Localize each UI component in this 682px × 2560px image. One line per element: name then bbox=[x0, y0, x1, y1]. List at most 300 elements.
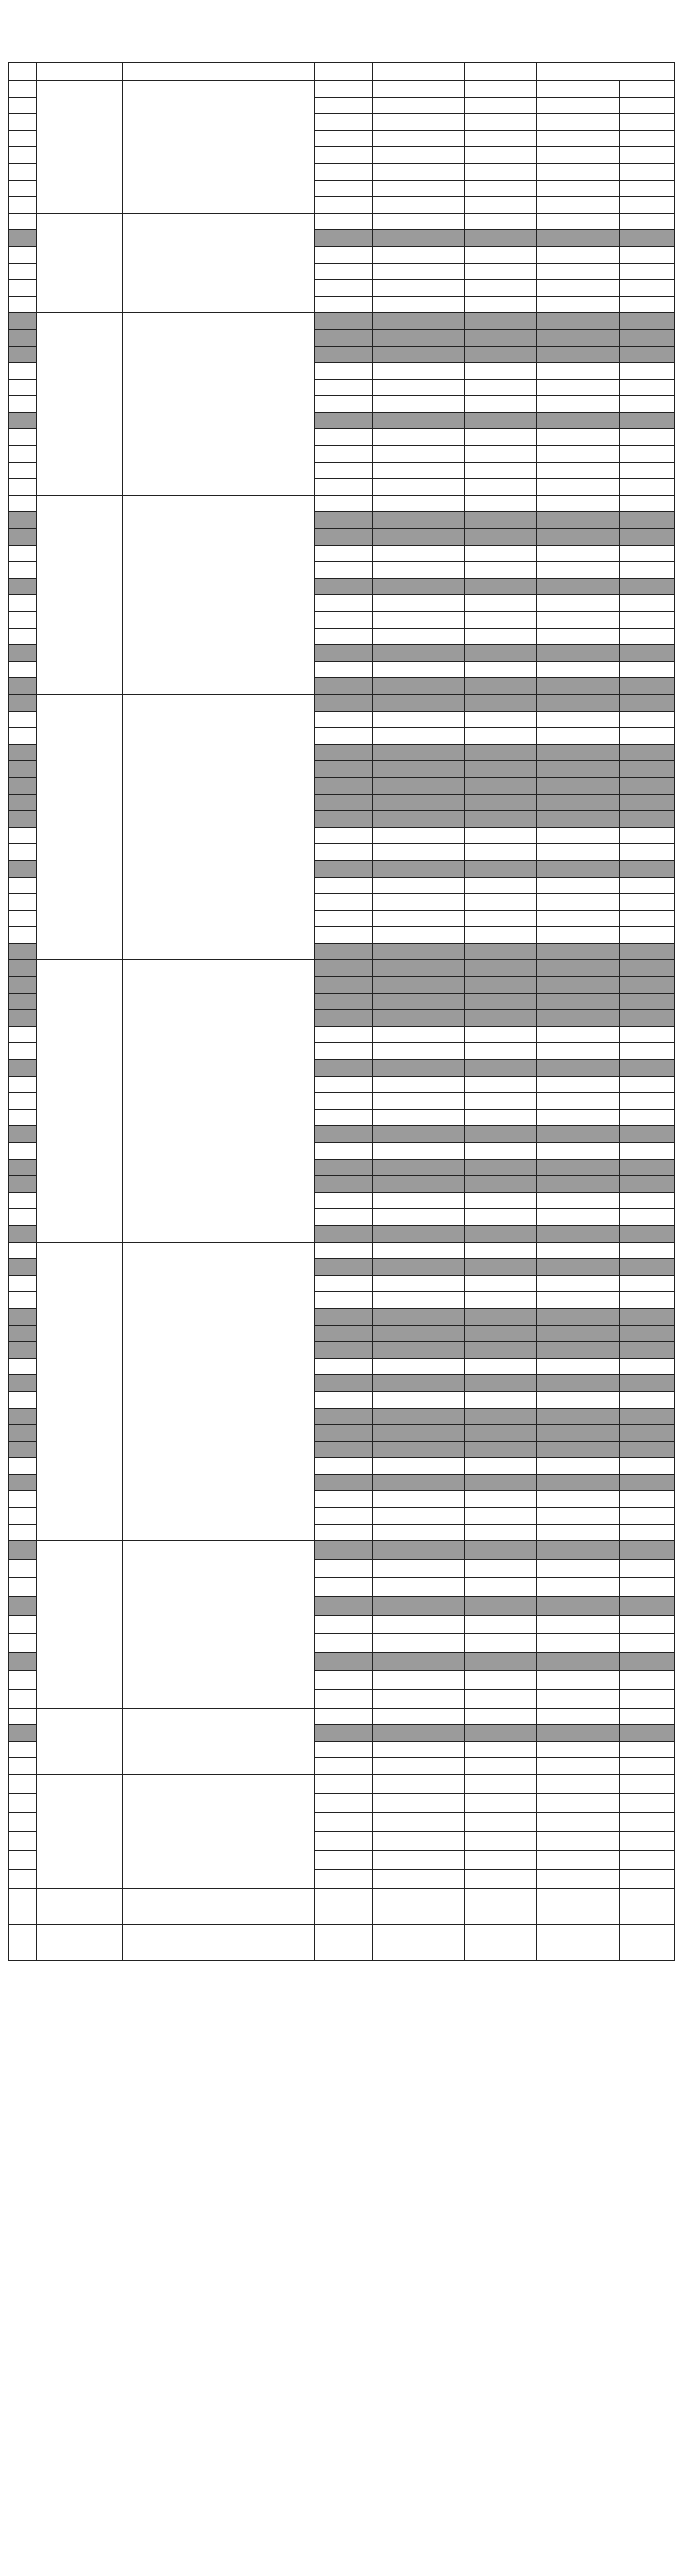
qp-points bbox=[620, 1026, 675, 1043]
athlete-name bbox=[373, 1725, 465, 1742]
athlete-name bbox=[373, 1375, 465, 1392]
member-number bbox=[315, 877, 373, 894]
rank bbox=[537, 1524, 620, 1541]
row-no bbox=[9, 977, 37, 994]
prefecture bbox=[465, 1741, 537, 1758]
rank bbox=[537, 1275, 620, 1292]
qp-points bbox=[620, 545, 675, 562]
rank bbox=[537, 1242, 620, 1259]
rank bbox=[537, 114, 620, 131]
athlete-name bbox=[373, 1093, 465, 1110]
athlete-name bbox=[373, 960, 465, 977]
event-date bbox=[37, 694, 123, 960]
qp-points bbox=[620, 1425, 675, 1442]
member-number bbox=[315, 529, 373, 546]
prefecture bbox=[465, 1093, 537, 1110]
rank bbox=[537, 313, 620, 330]
rank bbox=[537, 1850, 620, 1869]
athlete-name bbox=[373, 246, 465, 263]
qp-points bbox=[620, 246, 675, 263]
prefecture bbox=[465, 977, 537, 994]
event-name bbox=[123, 1708, 315, 1774]
qp-points bbox=[620, 1043, 675, 1060]
prefecture bbox=[465, 562, 537, 579]
athlete-name bbox=[373, 1869, 465, 1888]
member-number bbox=[315, 1176, 373, 1193]
rank bbox=[537, 1869, 620, 1888]
athlete-name bbox=[373, 346, 465, 363]
row-no bbox=[9, 1708, 37, 1725]
row-no bbox=[9, 678, 37, 695]
member-number bbox=[315, 1652, 373, 1671]
member-number bbox=[315, 1408, 373, 1425]
row-no bbox=[9, 495, 37, 512]
row-no bbox=[9, 1308, 37, 1325]
row-no bbox=[9, 1559, 37, 1578]
qp-points bbox=[620, 1259, 675, 1276]
row-no bbox=[9, 1508, 37, 1525]
athlete-name bbox=[373, 130, 465, 147]
qp-points bbox=[620, 927, 675, 944]
member-number bbox=[315, 81, 373, 98]
athlete-name bbox=[373, 1458, 465, 1475]
row-no bbox=[9, 1458, 37, 1475]
rank bbox=[537, 1292, 620, 1309]
event-name bbox=[123, 1242, 315, 1541]
prefecture bbox=[465, 578, 537, 595]
prefecture bbox=[465, 263, 537, 280]
row-no bbox=[9, 130, 37, 147]
member-number bbox=[315, 910, 373, 927]
prefecture bbox=[465, 910, 537, 927]
athlete-name bbox=[373, 1308, 465, 1325]
rank bbox=[537, 794, 620, 811]
prefecture bbox=[465, 844, 537, 861]
qp-points bbox=[620, 1508, 675, 1525]
row-no bbox=[9, 562, 37, 579]
prefecture bbox=[465, 1408, 537, 1425]
athlete-name bbox=[373, 1578, 465, 1597]
rank bbox=[537, 180, 620, 197]
prefecture bbox=[465, 711, 537, 728]
prefecture bbox=[465, 163, 537, 180]
col-header-pref bbox=[465, 63, 537, 81]
qp-points bbox=[620, 379, 675, 396]
member-number bbox=[315, 1524, 373, 1541]
qp-points bbox=[620, 1578, 675, 1597]
rank bbox=[537, 827, 620, 844]
rank bbox=[537, 1690, 620, 1709]
row-no bbox=[9, 1242, 37, 1259]
member-number bbox=[315, 645, 373, 662]
athlete-name bbox=[373, 1741, 465, 1758]
member-number bbox=[315, 1425, 373, 1442]
row-no bbox=[9, 1634, 37, 1653]
athlete-name bbox=[373, 894, 465, 911]
qp-points bbox=[620, 728, 675, 745]
rank bbox=[537, 346, 620, 363]
athlete-name bbox=[373, 396, 465, 413]
rank bbox=[537, 1615, 620, 1634]
prefecture bbox=[465, 1708, 537, 1725]
rank bbox=[537, 1391, 620, 1408]
rank bbox=[537, 777, 620, 794]
qp-points bbox=[620, 263, 675, 280]
rank bbox=[537, 1060, 620, 1077]
event-date bbox=[37, 1924, 123, 1960]
row-no bbox=[9, 1615, 37, 1634]
prefecture bbox=[465, 479, 537, 496]
member-number bbox=[315, 1026, 373, 1043]
member-number bbox=[315, 479, 373, 496]
row-no bbox=[9, 1425, 37, 1442]
row-no bbox=[9, 877, 37, 894]
col-header-rank bbox=[537, 63, 675, 81]
rank bbox=[537, 512, 620, 529]
qp-points bbox=[620, 1242, 675, 1259]
prefecture bbox=[465, 777, 537, 794]
prefecture bbox=[465, 1358, 537, 1375]
qp-points bbox=[620, 1076, 675, 1093]
member-number bbox=[315, 1541, 373, 1560]
rank bbox=[537, 1888, 620, 1924]
rank bbox=[537, 1225, 620, 1242]
rank bbox=[537, 213, 620, 230]
rank bbox=[537, 1325, 620, 1342]
prefecture bbox=[465, 628, 537, 645]
athlete-name bbox=[373, 1292, 465, 1309]
row-no bbox=[9, 1325, 37, 1342]
qp-points bbox=[620, 1458, 675, 1475]
athlete-name bbox=[373, 1408, 465, 1425]
rank bbox=[537, 1671, 620, 1690]
athlete-name bbox=[373, 645, 465, 662]
prefecture bbox=[465, 1690, 537, 1709]
member-number bbox=[315, 1275, 373, 1292]
athlete-name bbox=[373, 1831, 465, 1850]
member-number bbox=[315, 794, 373, 811]
member-number bbox=[315, 578, 373, 595]
prefecture bbox=[465, 1325, 537, 1342]
rank bbox=[537, 977, 620, 994]
row-no bbox=[9, 645, 37, 662]
athlete-name bbox=[373, 578, 465, 595]
rank bbox=[537, 529, 620, 546]
event-name bbox=[123, 495, 315, 694]
qp-points bbox=[620, 960, 675, 977]
athlete-name bbox=[373, 1812, 465, 1831]
prefecture bbox=[465, 329, 537, 346]
qp-points bbox=[620, 811, 675, 828]
qp-points bbox=[620, 97, 675, 114]
athlete-name bbox=[373, 1060, 465, 1077]
event-date bbox=[37, 1708, 123, 1774]
qp-points bbox=[620, 1793, 675, 1812]
athlete-name bbox=[373, 97, 465, 114]
member-number bbox=[315, 512, 373, 529]
prefecture bbox=[465, 1758, 537, 1775]
row-no bbox=[9, 197, 37, 214]
member-number bbox=[315, 1126, 373, 1143]
event-name bbox=[123, 81, 315, 214]
member-number bbox=[315, 661, 373, 678]
athlete-name bbox=[373, 1275, 465, 1292]
prefecture bbox=[465, 1615, 537, 1634]
row-no bbox=[9, 1143, 37, 1160]
member-number bbox=[315, 313, 373, 330]
athlete-name bbox=[373, 446, 465, 463]
rank bbox=[537, 1458, 620, 1475]
qp-points bbox=[620, 1325, 675, 1342]
member-number bbox=[315, 1508, 373, 1525]
prefecture bbox=[465, 877, 537, 894]
qp-points bbox=[620, 1308, 675, 1325]
member-number bbox=[315, 246, 373, 263]
qp-points bbox=[620, 197, 675, 214]
row-no bbox=[9, 396, 37, 413]
qp-points bbox=[620, 1441, 675, 1458]
row-no bbox=[9, 446, 37, 463]
rank bbox=[537, 81, 620, 98]
row-no bbox=[9, 1725, 37, 1742]
prefecture bbox=[465, 744, 537, 761]
athlete-name bbox=[373, 1774, 465, 1793]
row-no bbox=[9, 1578, 37, 1597]
rank bbox=[537, 1342, 620, 1359]
member-number bbox=[315, 1441, 373, 1458]
athlete-name bbox=[373, 993, 465, 1010]
qp-points bbox=[620, 313, 675, 330]
prefecture bbox=[465, 97, 537, 114]
row-no bbox=[9, 1259, 37, 1276]
rank bbox=[537, 1774, 620, 1793]
qp-points bbox=[620, 827, 675, 844]
athlete-name bbox=[373, 1425, 465, 1442]
qp-points bbox=[620, 1109, 675, 1126]
qp-points bbox=[620, 860, 675, 877]
qp-points bbox=[620, 1358, 675, 1375]
athlete-name bbox=[373, 1758, 465, 1775]
rank bbox=[537, 363, 620, 380]
row-no bbox=[9, 1869, 37, 1888]
prefecture bbox=[465, 1634, 537, 1653]
rank bbox=[537, 1126, 620, 1143]
rank bbox=[537, 910, 620, 927]
row-no bbox=[9, 578, 37, 595]
athlete-name bbox=[373, 1597, 465, 1616]
athlete-name bbox=[373, 296, 465, 313]
row-no bbox=[9, 346, 37, 363]
rank bbox=[537, 1758, 620, 1775]
qp-points bbox=[620, 678, 675, 695]
row-no bbox=[9, 512, 37, 529]
row-no bbox=[9, 777, 37, 794]
prefecture bbox=[465, 296, 537, 313]
prefecture bbox=[465, 894, 537, 911]
row-no bbox=[9, 1793, 37, 1812]
qp-points bbox=[620, 429, 675, 446]
row-no bbox=[9, 230, 37, 247]
qp-points bbox=[620, 1159, 675, 1176]
qp-points bbox=[620, 1634, 675, 1653]
member-number bbox=[315, 230, 373, 247]
prefecture bbox=[465, 728, 537, 745]
athlete-name bbox=[373, 1325, 465, 1342]
prefecture bbox=[465, 462, 537, 479]
qp-points bbox=[620, 1176, 675, 1193]
table-row bbox=[9, 694, 675, 711]
athlete-name bbox=[373, 860, 465, 877]
member-number bbox=[315, 1192, 373, 1209]
row-no bbox=[9, 246, 37, 263]
athlete-name bbox=[373, 1143, 465, 1160]
rank bbox=[537, 1209, 620, 1226]
prefecture bbox=[465, 1597, 537, 1616]
rank bbox=[537, 429, 620, 446]
row-no bbox=[9, 1924, 37, 1960]
event-date bbox=[37, 1888, 123, 1924]
prefecture bbox=[465, 512, 537, 529]
athlete-name bbox=[373, 1159, 465, 1176]
athlete-name bbox=[373, 1524, 465, 1541]
rank bbox=[537, 860, 620, 877]
prefecture bbox=[465, 960, 537, 977]
athlete-name bbox=[373, 1209, 465, 1226]
rank bbox=[537, 728, 620, 745]
row-no bbox=[9, 1850, 37, 1869]
row-no bbox=[9, 1524, 37, 1541]
prefecture bbox=[465, 661, 537, 678]
rank bbox=[537, 1491, 620, 1508]
rank bbox=[537, 1441, 620, 1458]
qp-points bbox=[620, 1690, 675, 1709]
rank bbox=[537, 379, 620, 396]
event-date bbox=[37, 960, 123, 1242]
athlete-name bbox=[373, 1192, 465, 1209]
row-no bbox=[9, 827, 37, 844]
prefecture bbox=[465, 1225, 537, 1242]
row-no bbox=[9, 1491, 37, 1508]
qp-points bbox=[620, 280, 675, 297]
prefecture bbox=[465, 429, 537, 446]
row-no bbox=[9, 462, 37, 479]
qp-points bbox=[620, 877, 675, 894]
member-number bbox=[315, 1225, 373, 1242]
qp-points bbox=[620, 1671, 675, 1690]
athlete-name bbox=[373, 711, 465, 728]
prefecture bbox=[465, 1242, 537, 1259]
athlete-name bbox=[373, 429, 465, 446]
member-number bbox=[315, 1325, 373, 1342]
rank bbox=[537, 1634, 620, 1653]
qp-points bbox=[620, 578, 675, 595]
row-no bbox=[9, 943, 37, 960]
qp-points bbox=[620, 230, 675, 247]
prefecture bbox=[465, 612, 537, 629]
athlete-name bbox=[373, 147, 465, 164]
member-number bbox=[315, 1793, 373, 1812]
athlete-name bbox=[373, 1671, 465, 1690]
athlete-name bbox=[373, 1441, 465, 1458]
member-number bbox=[315, 1159, 373, 1176]
row-no bbox=[9, 1758, 37, 1775]
event-date bbox=[37, 495, 123, 694]
rank bbox=[537, 1259, 620, 1276]
rank bbox=[537, 495, 620, 512]
row-no bbox=[9, 1342, 37, 1359]
qp-points bbox=[620, 993, 675, 1010]
event-name bbox=[123, 1888, 315, 1924]
row-no bbox=[9, 1275, 37, 1292]
rank bbox=[537, 678, 620, 695]
row-no bbox=[9, 728, 37, 745]
athlete-name bbox=[373, 744, 465, 761]
row-no bbox=[9, 1441, 37, 1458]
rank bbox=[537, 694, 620, 711]
prefecture bbox=[465, 678, 537, 695]
prefecture bbox=[465, 280, 537, 297]
athlete-name bbox=[373, 1109, 465, 1126]
rank bbox=[537, 545, 620, 562]
member-number bbox=[315, 1391, 373, 1408]
qp-points bbox=[620, 1708, 675, 1725]
athlete-name bbox=[373, 329, 465, 346]
athlete-name bbox=[373, 280, 465, 297]
event-date bbox=[37, 1541, 123, 1708]
prefecture bbox=[465, 130, 537, 147]
athlete-name bbox=[373, 412, 465, 429]
member-number bbox=[315, 1076, 373, 1093]
row-no bbox=[9, 628, 37, 645]
rank bbox=[537, 1597, 620, 1616]
member-number bbox=[315, 1308, 373, 1325]
member-number bbox=[315, 263, 373, 280]
member-number bbox=[315, 545, 373, 562]
athlete-name bbox=[373, 844, 465, 861]
member-number bbox=[315, 1812, 373, 1831]
member-number bbox=[315, 1725, 373, 1742]
prefecture bbox=[465, 1924, 537, 1960]
athlete-name bbox=[373, 927, 465, 944]
member-number bbox=[315, 1597, 373, 1616]
prefecture bbox=[465, 761, 537, 778]
rank bbox=[537, 894, 620, 911]
qp-points bbox=[620, 1541, 675, 1560]
rank bbox=[537, 811, 620, 828]
qp-points bbox=[620, 1758, 675, 1775]
row-no bbox=[9, 694, 37, 711]
member-number bbox=[315, 628, 373, 645]
qp-points bbox=[620, 1559, 675, 1578]
athlete-name bbox=[373, 163, 465, 180]
row-no bbox=[9, 1812, 37, 1831]
row-no bbox=[9, 1888, 37, 1924]
row-no bbox=[9, 1671, 37, 1690]
prefecture bbox=[465, 1209, 537, 1226]
member-number bbox=[315, 1474, 373, 1491]
prefecture bbox=[465, 396, 537, 413]
rank bbox=[537, 446, 620, 463]
row-no bbox=[9, 1026, 37, 1043]
event-date bbox=[37, 1774, 123, 1888]
member-number bbox=[315, 1869, 373, 1888]
row-no bbox=[9, 163, 37, 180]
athlete-name bbox=[373, 1690, 465, 1709]
qp-points bbox=[620, 446, 675, 463]
member-number bbox=[315, 1615, 373, 1634]
prefecture bbox=[465, 927, 537, 944]
qp-points bbox=[620, 412, 675, 429]
